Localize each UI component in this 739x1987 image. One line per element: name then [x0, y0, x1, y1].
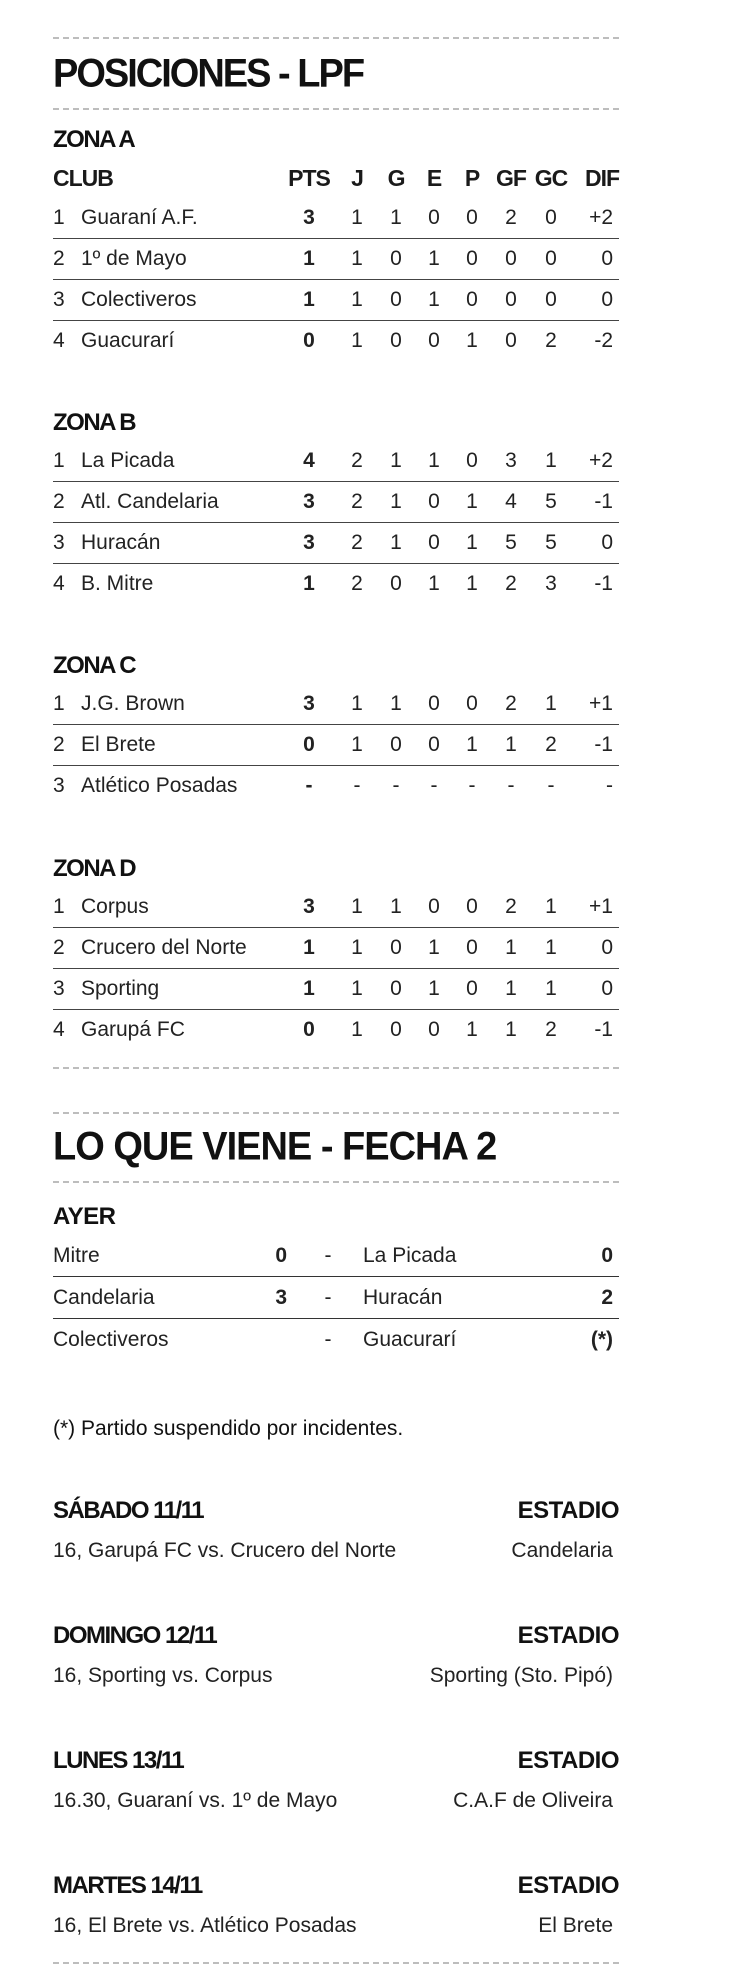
- g: 0: [390, 329, 402, 352]
- schedule-day: [53, 1747, 619, 1813]
- g: 0: [390, 572, 402, 595]
- match-info: 16, Sporting vs. Corpus: [53, 1664, 273, 1687]
- j: 2: [351, 572, 363, 595]
- gc: 1: [531, 684, 571, 725]
- suspension-note: (*) Partido suspendido por incidentes.: [53, 1417, 404, 1440]
- dif: 0: [571, 523, 619, 564]
- e: 0: [415, 523, 453, 564]
- pts: 3: [281, 887, 337, 928]
- pos: 4: [53, 572, 65, 595]
- zone-a: [53, 128, 619, 361]
- pos: 2: [53, 725, 81, 766]
- divider: [53, 108, 619, 110]
- club: J.G. Brown: [81, 684, 281, 725]
- separator: -: [293, 1277, 363, 1319]
- zone-c: [53, 654, 619, 806]
- pts: 1: [281, 239, 337, 280]
- pos: 3: [53, 774, 65, 797]
- upcoming-title: LO QUE VIENE - FECHA 2: [53, 1124, 497, 1170]
- gf: 5: [491, 523, 531, 564]
- club: Guacurarí: [81, 329, 175, 352]
- dif: +1: [571, 684, 619, 725]
- gf: 2: [491, 887, 531, 928]
- zone-heading: ZONA C: [53, 652, 136, 679]
- stadium-heading: ESTADIO: [517, 1497, 619, 1524]
- j: 2: [337, 441, 377, 482]
- stadium-heading: ESTADIO: [517, 1747, 619, 1774]
- pos: 1: [53, 441, 81, 482]
- gf: 0: [491, 239, 531, 280]
- home-team: Colectiveros: [53, 1327, 169, 1351]
- separator: -: [324, 1327, 332, 1351]
- gc: 1: [531, 441, 571, 482]
- g: 0: [377, 280, 415, 321]
- match-info: 16, Garupá FC vs. Crucero del Norte: [53, 1539, 397, 1562]
- away-score: 2: [563, 1277, 619, 1319]
- e: 0: [428, 1018, 440, 1041]
- e: 1: [415, 441, 453, 482]
- dif: -1: [571, 725, 619, 766]
- g: 0: [377, 928, 415, 969]
- g: 1: [377, 684, 415, 725]
- g: 1: [377, 198, 415, 239]
- j: 1: [337, 198, 377, 239]
- p: 1: [453, 725, 491, 766]
- e: 1: [428, 572, 440, 595]
- club: Corpus: [81, 887, 281, 928]
- col-gc: GC: [534, 164, 568, 191]
- match-info: 16, El Brete vs. Atlético Posadas: [53, 1914, 357, 1937]
- divider: [53, 1112, 619, 1114]
- home-score: [253, 1319, 293, 1361]
- standings-table: [53, 441, 619, 604]
- table-row: [53, 928, 619, 969]
- g: 0: [377, 969, 415, 1010]
- pts: 1: [303, 572, 315, 595]
- gc: 2: [531, 725, 571, 766]
- stadium-name: C.A.F de Oliveira: [453, 1789, 613, 1812]
- pts: 1: [281, 280, 337, 321]
- club: 1º de Mayo: [81, 239, 281, 280]
- gf: 4: [491, 482, 531, 523]
- club: Crucero del Norte: [81, 928, 281, 969]
- club: Colectiveros: [81, 280, 281, 321]
- away-score: (*): [590, 1327, 613, 1351]
- j: 1: [337, 725, 377, 766]
- pos: 2: [53, 928, 81, 969]
- gf: 1: [491, 969, 531, 1010]
- zone-b: [53, 411, 619, 604]
- e: 1: [415, 239, 453, 280]
- club: El Brete: [81, 725, 281, 766]
- pts: 3: [281, 198, 337, 239]
- result-row: [53, 1277, 619, 1319]
- p: 1: [466, 572, 478, 595]
- gc: 2: [545, 1018, 557, 1041]
- pts: 0: [303, 1018, 315, 1041]
- stadium-heading: ESTADIO: [517, 1872, 619, 1899]
- col-pts: PTS: [288, 164, 330, 191]
- j: 1: [337, 280, 377, 321]
- dif: -1: [594, 572, 613, 595]
- dif: +2: [571, 441, 619, 482]
- table-row: [53, 198, 619, 239]
- dif: 0: [571, 239, 619, 280]
- table-row: [53, 482, 619, 523]
- dif: 0: [571, 280, 619, 321]
- gc: 0: [531, 239, 571, 280]
- gf: 2: [491, 198, 531, 239]
- j: 2: [337, 482, 377, 523]
- p: 1: [466, 1018, 478, 1041]
- divider: [53, 37, 619, 39]
- gc: 0: [531, 198, 571, 239]
- table-row: [53, 441, 619, 482]
- pts: 3: [281, 523, 337, 564]
- table-row: [53, 564, 619, 605]
- standings-table: [53, 887, 619, 1050]
- pos: 2: [53, 482, 81, 523]
- table-row: [53, 969, 619, 1010]
- results-heading: AYER: [53, 1203, 116, 1230]
- pts: 3: [281, 684, 337, 725]
- gf: 1: [505, 1018, 517, 1041]
- pos: 2: [53, 239, 81, 280]
- table-header: [53, 158, 619, 198]
- match-info: 16.30, Guaraní vs. 1º de Mayo: [53, 1789, 338, 1812]
- j: 1: [351, 329, 363, 352]
- e: 0: [428, 329, 440, 352]
- dif: 0: [571, 969, 619, 1010]
- pos: 1: [53, 198, 81, 239]
- j: 2: [337, 523, 377, 564]
- pos: 1: [53, 684, 81, 725]
- j: 1: [337, 239, 377, 280]
- gc: 3: [545, 572, 557, 595]
- col-g: G: [387, 164, 405, 191]
- j: 1: [337, 887, 377, 928]
- pos: 1: [53, 887, 81, 928]
- pts: 0: [281, 725, 337, 766]
- gf: 2: [491, 684, 531, 725]
- dif: -1: [594, 1018, 613, 1041]
- stadium-name: El Brete: [538, 1914, 613, 1937]
- p: 1: [453, 482, 491, 523]
- pos: 3: [53, 969, 81, 1010]
- col-j: J: [351, 164, 363, 191]
- j: 1: [337, 969, 377, 1010]
- gf: 1: [491, 928, 531, 969]
- gc: 1: [531, 928, 571, 969]
- club: Atl. Candelaria: [81, 482, 281, 523]
- results-table: [53, 1235, 619, 1360]
- pts: 1: [281, 928, 337, 969]
- day-heading: DOMINGO 12/11: [53, 1622, 217, 1649]
- p: 1: [453, 523, 491, 564]
- gc: 0: [531, 280, 571, 321]
- pos: 3: [53, 523, 81, 564]
- club: Huracán: [81, 523, 281, 564]
- dif: -: [606, 774, 613, 797]
- dif: -2: [594, 329, 614, 352]
- gf: 0: [505, 329, 517, 352]
- col-e: E: [426, 164, 442, 191]
- standings-table: [53, 158, 619, 361]
- col-dif: DIF: [584, 164, 620, 191]
- e: 0: [415, 482, 453, 523]
- day-heading: LUNES 13/11: [53, 1747, 184, 1774]
- p: 0: [453, 280, 491, 321]
- gf: 3: [491, 441, 531, 482]
- gc: 2: [545, 329, 557, 352]
- dif: +1: [571, 887, 619, 928]
- p: 0: [453, 239, 491, 280]
- g: 0: [390, 1018, 402, 1041]
- home-score: 3: [253, 1277, 293, 1319]
- gc: 5: [531, 523, 571, 564]
- table-row: [53, 280, 619, 321]
- e: 1: [415, 280, 453, 321]
- stadium-heading: ESTADIO: [517, 1622, 619, 1649]
- gc: -: [547, 774, 555, 797]
- zone-d: [53, 857, 619, 1050]
- g: 1: [377, 441, 415, 482]
- away-team: Guacurarí: [363, 1327, 457, 1351]
- stadium-name: Candelaria: [511, 1539, 613, 1562]
- pts: 0: [303, 329, 315, 352]
- club: Sporting: [81, 969, 281, 1010]
- p: 0: [453, 684, 491, 725]
- e: 0: [415, 684, 453, 725]
- p: 0: [453, 969, 491, 1010]
- p: 0: [453, 441, 491, 482]
- day-heading: SÁBADO 11/11: [53, 1497, 204, 1524]
- table-row: [53, 766, 619, 807]
- away-score: 0: [563, 1235, 619, 1277]
- table-row: [53, 725, 619, 766]
- e: -: [430, 774, 438, 797]
- result-row: [53, 1235, 619, 1277]
- pts: 1: [281, 969, 337, 1010]
- club: Garupá FC: [81, 1018, 185, 1041]
- club: La Picada: [81, 441, 281, 482]
- standings-table: [53, 684, 619, 806]
- day-heading: MARTES 14/11: [53, 1872, 202, 1899]
- schedule-day: [53, 1497, 619, 1563]
- g: -: [392, 774, 400, 797]
- pts: 3: [281, 482, 337, 523]
- dif: +2: [571, 198, 619, 239]
- result-row: [53, 1319, 619, 1361]
- pts: 4: [281, 441, 337, 482]
- e: 1: [415, 969, 453, 1010]
- table-row: [53, 684, 619, 725]
- e: 0: [415, 725, 453, 766]
- pos: 4: [53, 1018, 65, 1041]
- away-team: La Picada: [363, 1235, 563, 1277]
- home-team: Candelaria: [53, 1277, 253, 1319]
- pos: 3: [53, 280, 81, 321]
- table-row: [53, 239, 619, 280]
- table-row: [53, 523, 619, 564]
- gf: 0: [491, 280, 531, 321]
- g: 1: [377, 887, 415, 928]
- club: B. Mitre: [81, 572, 154, 595]
- j: -: [353, 774, 361, 797]
- g: 0: [377, 239, 415, 280]
- e: 0: [415, 198, 453, 239]
- results-section: [53, 1205, 619, 1360]
- home-team: Mitre: [53, 1235, 253, 1277]
- e: 1: [415, 928, 453, 969]
- pos: 4: [53, 329, 65, 352]
- j: 1: [337, 928, 377, 969]
- gc: 1: [531, 887, 571, 928]
- schedule-day: [53, 1622, 619, 1688]
- dif: -1: [571, 482, 619, 523]
- table-row: [53, 1010, 619, 1051]
- dif: 0: [571, 928, 619, 969]
- p: 0: [453, 887, 491, 928]
- separator: -: [293, 1235, 363, 1277]
- divider: [53, 1181, 619, 1183]
- zone-heading: ZONA D: [53, 855, 136, 882]
- club: Guaraní A.F.: [81, 198, 281, 239]
- p: 0: [453, 198, 491, 239]
- col-gf: GF: [496, 164, 526, 191]
- standings-title: POSICIONES - LPF: [53, 51, 364, 97]
- gf: 2: [505, 572, 517, 595]
- home-score: 0: [253, 1235, 293, 1277]
- zone-heading: ZONA B: [53, 409, 136, 436]
- gc: 1: [531, 969, 571, 1010]
- zone-heading: ZONA A: [53, 126, 135, 153]
- divider: [53, 1962, 619, 1964]
- p: 1: [466, 329, 478, 352]
- p: 0: [453, 928, 491, 969]
- stadium-name: Sporting (Sto. Pipó): [429, 1664, 613, 1687]
- club: Atlético Posadas: [81, 774, 238, 797]
- divider: [53, 1067, 619, 1069]
- g: 1: [377, 482, 415, 523]
- col-club: CLUB: [53, 164, 113, 191]
- table-row: [53, 321, 619, 362]
- j: 1: [337, 684, 377, 725]
- gc: 5: [531, 482, 571, 523]
- table-row: [53, 887, 619, 928]
- j: 1: [351, 1018, 363, 1041]
- col-p: P: [464, 164, 480, 191]
- gf: -: [507, 774, 515, 797]
- g: 0: [377, 725, 415, 766]
- g: 1: [377, 523, 415, 564]
- away-team: Huracán: [363, 1277, 563, 1319]
- schedule-day: [53, 1872, 619, 1938]
- e: 0: [415, 887, 453, 928]
- pts: -: [305, 774, 313, 797]
- gf: 1: [491, 725, 531, 766]
- p: -: [468, 774, 476, 797]
